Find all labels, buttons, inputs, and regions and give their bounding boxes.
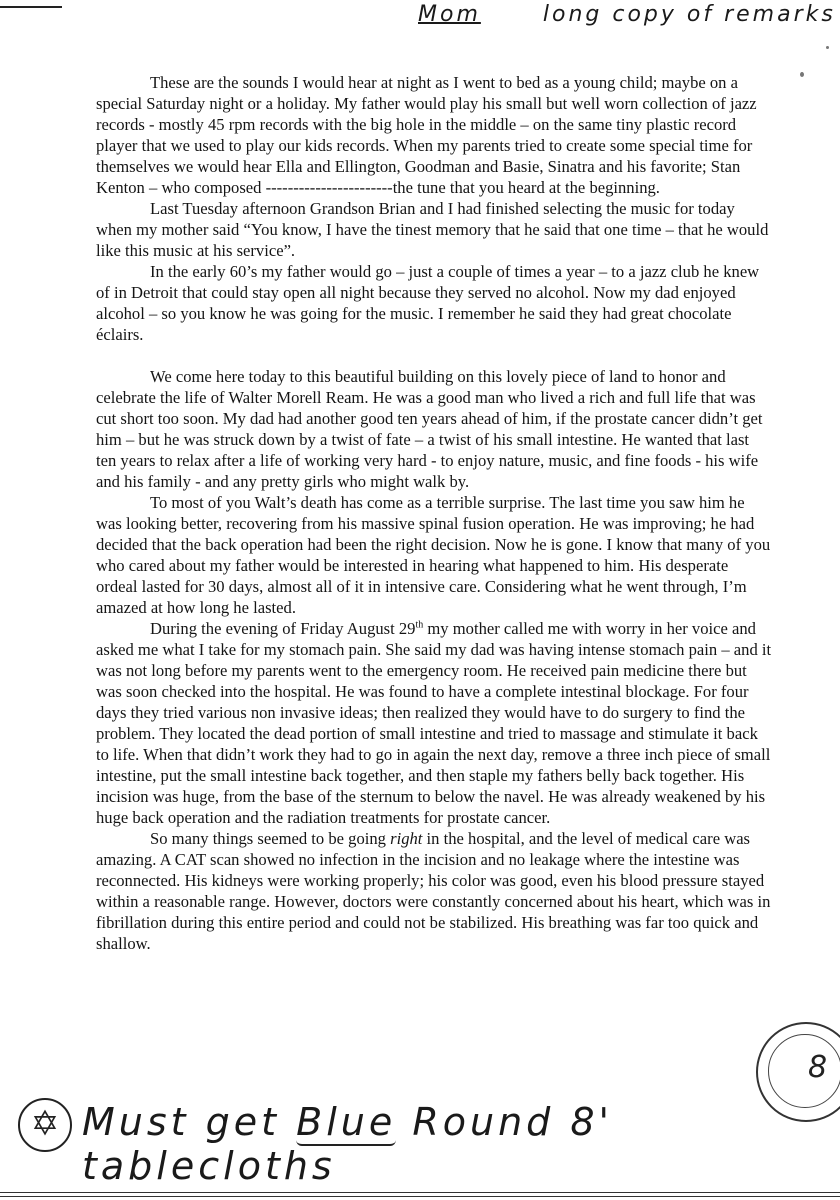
paragraph-jazz-records: These are the sounds I would hear at night as I went to bed as a young child; maybe on a special Saturday night or a holiday. My father would play his small but well worn collection of jazz records - mostly 45 rpm records with the big hole in the middle – on the same tiny plastic record player that we used to play our kids records. When my parents tried to create some special time for themselves we would hear Ella and Ellington, Goodman and Basie, Sinatra and his favorite; Stan Kenton – who composed -----------------------the tune that you heard at the beginning. [96, 73, 757, 197]
scan-speck [826, 46, 829, 49]
typed-document-body [96, 72, 772, 954]
handwritten-bottom-note [82, 1100, 840, 1188]
page-number-8: 8 [808, 1050, 828, 1085]
paragraph-hospital-story: During the evening of Friday August 29th my mother called me with worry in her voice and asked me what I take for my stomach pain. She said my dad was having intense stomach pain – and it was not long before my parents went to the emergency room. He received pain medicine there but was soon checked into the hospital. He was found to have a complete intestinal blockage. For four days they tried various non invasive ideas; then realized they would have to do surgery to find the problem. They located the dead portion of small intestine and tried to massage and stimulate it back to life. When that didn’t work they had to go in again the next day, remove a three inch piece of small intestine, put the small intestine back together, and then staple my fathers belly back together. His incision was huge, from the base of the sternum to below the navel. He was already weakened by his huge back operation and the radiation treatments for prostate cancer. [96, 619, 772, 827]
paragraph-detroit-jazz-club: In the early 60’s my father would go – just a couple of times a year – to a jazz club he knew of in Detroit that could stay open all night because they served no alcohol. Now my dad enjoyed alcohol – so you know he was going for the music. I remember he said they had great chocolate éclairs. [96, 262, 760, 344]
paragraph-music-selection: Last Tuesday afternoon Grandson Brian and I had finished selecting the music for today when my mother said “You know, I have the tinest memory that he said that one time – that he would like this music at his service”. [96, 199, 769, 260]
handwritten-header [418, 2, 836, 27]
paragraph-terrible-surprise: To most of you Walt’s death has come as a terrible surprise. The last time you saw him he was looking better, recovering from his massive spinal fusion operation. He was improving; he had decided that the back operation had been the right decision. Now he is gone. I know that many of you who cared about my father would be interested in hearing what happened to him. His desperate ordeal lasted for 30 days, almost all of it in intensive care. Considering what he went through, I’m amazed at how long he lasted. [96, 493, 771, 617]
circled-star-icon: ✡ [18, 1098, 72, 1152]
paragraph-going-right: So many things seemed to be going right in the hospital, and the level of medical care was amazing. A CAT scan showed no infection in the incision and no leakage where the intestine was reconnected. His kidneys were working properly; his color was good, even his blood pressure stayed within a reasonable range. However, doctors were constantly concerned about his heart, which was in fibrillation during this entire period and could not be stabilized. His breathing was far too quick and shallow. [96, 829, 771, 953]
top-left-rule [0, 6, 62, 8]
note-must-get: Must get [82, 1100, 281, 1144]
note-round: Round [412, 1100, 555, 1144]
scan-speck [800, 72, 804, 77]
note-tablecloths: 8' tablecloths [82, 1100, 613, 1188]
bottom-page-edge [0, 1192, 840, 1197]
header-word-mom: Mom [418, 2, 481, 27]
paragraph-celebrate-life: We come here today to this beautiful building on this lovely piece of land to honor and celebrate the life of Walter Morell Ream. He was a good man who lived a rich and full life that was cut short too soon. My dad had another good ten years ahead of him, if the prostate cancer didn’t get him – but he was struck down by a twist of fate – a twist of his small intestine. He wanted that last ten years to relax after a life of working very hard - to enjoy nature, music, and fine foods - his wife and his family - and any pretty girls who might walk by. [96, 367, 763, 491]
header-remarks-note: long copy of remarks [542, 2, 836, 27]
note-blue: Blue [296, 1100, 397, 1144]
